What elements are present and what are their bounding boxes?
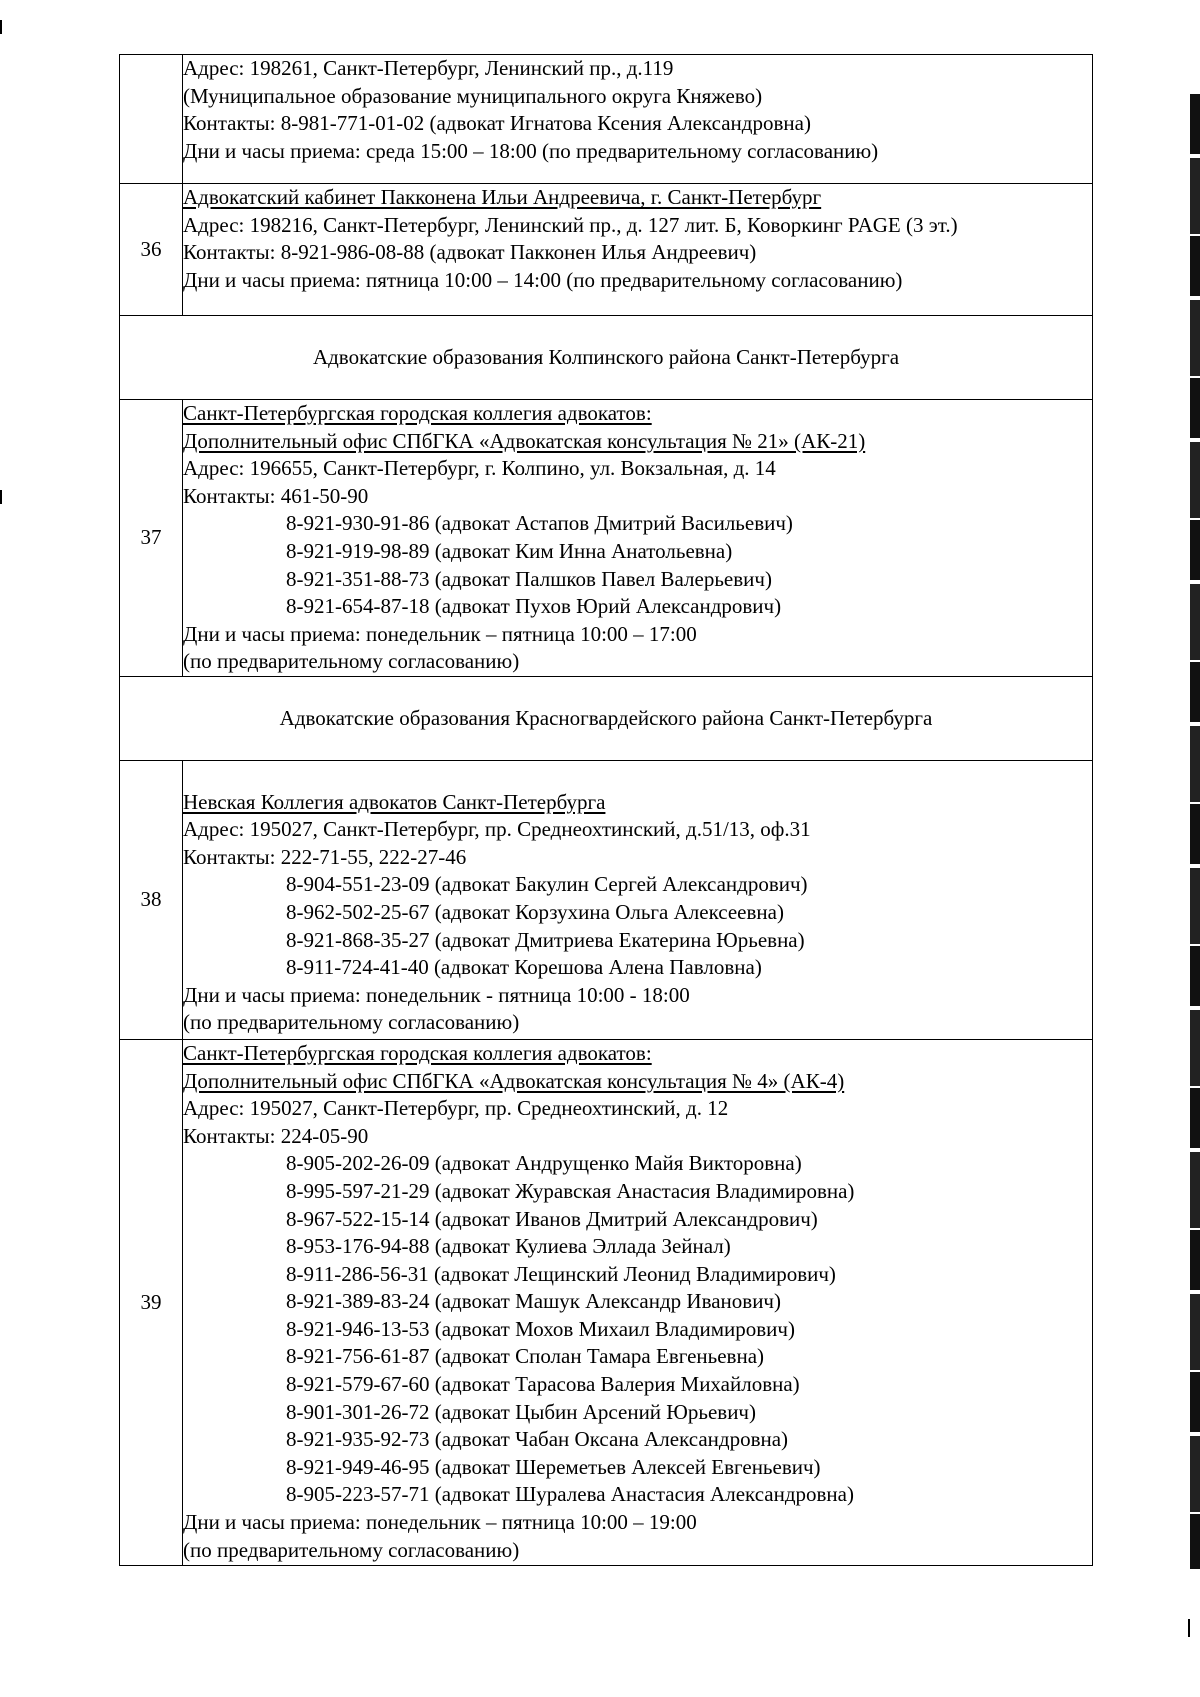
contact-line: 8-921-946-13-53 (адвокат Мохов Михаил Владимирович) (286, 1316, 795, 1341)
text-line: Контакты: 224-05-90 (183, 1123, 369, 1148)
row-number: 39 (120, 1039, 183, 1565)
row-content (183, 55, 1093, 184)
row-number: 37 (120, 400, 183, 677)
row-number: 38 (120, 760, 183, 1039)
text-line: Адрес: 195027, Санкт-Петербург, пр. Среднеохтинский, д. 12 (183, 1096, 729, 1121)
contact-line: 8-904-551-23-09 (адвокат Бакулин Сергей Александрович) (286, 872, 808, 897)
text-line: Адрес: 198261, Санкт-Петербург, Ленинский пр., д.119 (183, 56, 674, 80)
contact-line: 8-911-286-56-31 (адвокат Лещинский Леонид Владимирович) (286, 1261, 836, 1286)
text-line: Контакты: 8-921-986-08-88 (адвокат Пакконен Илья Андреевич) (183, 240, 757, 265)
contact-line: 8-911-724-41-40 (адвокат Корешова Алена Павловна) (286, 955, 762, 980)
scan-edge-bar (1190, 94, 1200, 1569)
scan-mark (0, 490, 2, 504)
organization-name: Санкт-Петербургская городская коллегия адвокатов: (183, 1040, 652, 1065)
contact-line: 8-921-389-83-24 (адвокат Машук Александр Иванович) (286, 1289, 781, 1314)
text-line: (по предварительному согласованию) (183, 649, 520, 674)
organization-name: Дополнительный офис СПбГКА «Адвокатская консультация № 4» (АК-4) (183, 1068, 845, 1093)
text-line: Дни и часы приема: среда 15:00 – 18:00 (по предварительному согласованию) (183, 138, 879, 163)
contact-line: 8-905-202-26-09 (адвокат Андрущенко Майя Викторовна) (286, 1151, 802, 1176)
contact-line: 8-953-176-94-88 (адвокат Кулиева Эллада Зейнал) (286, 1234, 731, 1259)
contact-line: 8-905-223-57-71 (адвокат Шуралева Анастасия Александровна) (286, 1482, 854, 1507)
contact-line: 8-995-597-21-29 (адвокат Журавская Анастасия Владимировна) (286, 1178, 855, 1203)
scan-mark (0, 20, 2, 34)
table-row (120, 1039, 1093, 1565)
text-line: Адрес: 198216, Санкт-Петербург, Ленинский пр., д. 127 лит. Б, Коворкинг PAGE (3 эт.) (183, 212, 958, 237)
text-line: Дни и часы приема: понедельник – пятница 10:00 – 19:00 (183, 1510, 697, 1535)
text-line: Дни и часы приема: понедельник - пятница 10:00 - 18:00 (183, 982, 690, 1007)
contact-line: 8-901-301-26-72 (адвокат Цыбин Арсений Юрьевич) (286, 1399, 756, 1424)
section-header-row (120, 316, 1093, 400)
text-line: Контакты: 8-981-771-01-02 (адвокат Игнатова Ксения Александровна) (183, 111, 811, 136)
organization-name: Невская Коллегия адвокатов Санкт-Петербурга (183, 789, 606, 814)
row-content (183, 400, 1093, 677)
organization-name: Дополнительный офис СПбГКА «Адвокатская консультация № 21» (АК-21) (183, 428, 866, 453)
table-row (120, 184, 1093, 316)
row-number: 36 (120, 184, 183, 316)
contact-line: 8-921-949-46-95 (адвокат Шереметьев Алексей Евгеньевич) (286, 1454, 821, 1479)
section-title: Адвокатские образования Красногвардейского района Санкт-Петербурга (120, 676, 1093, 760)
contact-line: 8-967-522-15-14 (адвокат Иванов Дмитрий Александрович) (286, 1206, 818, 1231)
row-content (183, 184, 1093, 316)
table-row (120, 760, 1093, 1039)
section-title: Адвокатские образования Колпинского района Санкт-Петербурга (120, 316, 1093, 400)
text-line: Адрес: 196655, Санкт-Петербург, г. Колпино, ул. Вокзальная, д. 14 (183, 456, 776, 481)
table-row (120, 55, 1093, 184)
text-line: (Муниципальное образование муниципального округа Княжево) (183, 83, 763, 108)
organization-name: Адвокатский кабинет Пакконена Ильи Андреевича, г. Санкт-Петербург (183, 185, 822, 209)
text-line: Дни и часы приема: понедельник – пятница 10:00 – 17:00 (183, 621, 697, 646)
contact-line: 8-921-579-67-60 (адвокат Тарасова Валерия Михайловна) (286, 1372, 800, 1397)
contact-line: 8-921-868-35-27 (адвокат Дмитриева Екатерина Юрьевна) (286, 927, 805, 952)
text-line: Адрес: 195027, Санкт-Петербург, пр. Среднеохтинский, д.51/13, оф.31 (183, 817, 811, 842)
text-line: Дни и часы приема: пятница 10:00 – 14:00 (по предварительному согласованию) (183, 267, 903, 292)
contact-line: 8-921-351-88-73 (адвокат Палшков Павел Валерьевич) (286, 566, 772, 591)
contact-line: 8-921-919-98-89 (адвокат Ким Инна Анатольевна) (286, 538, 733, 563)
text-line: Контакты: 222-71-55, 222-27-46 (183, 844, 467, 869)
row-content (183, 760, 1093, 1039)
scan-mark (1188, 1619, 1190, 1637)
row-content (183, 1039, 1093, 1565)
contact-line: 8-921-756-61-87 (адвокат Сполан Тамара Евгеньевна) (286, 1344, 765, 1369)
text-line (183, 761, 1092, 789)
contact-line: 8-921-930-91-86 (адвокат Астапов Дмитрий Васильевич) (286, 511, 793, 536)
section-header-row (120, 676, 1093, 760)
contact-line: 8-921-654-87-18 (адвокат Пухов Юрий Александрович) (286, 594, 782, 619)
row-number (120, 55, 183, 184)
table-row (120, 400, 1093, 677)
text-line: (по предварительному согласованию) (183, 1537, 520, 1562)
organization-name: Санкт-Петербургская городская коллегия адвокатов: (183, 401, 652, 425)
contact-line: 8-962-502-25-67 (адвокат Корзухина Ольга Алексеевна) (286, 899, 784, 924)
lawyers-table (119, 54, 1093, 1566)
contact-line: 8-921-935-92-73 (адвокат Чабан Оксана Александровна) (286, 1427, 789, 1452)
text-line: Контакты: 461-50-90 (183, 483, 369, 508)
text-line: (по предварительному согласованию) (183, 1010, 520, 1035)
